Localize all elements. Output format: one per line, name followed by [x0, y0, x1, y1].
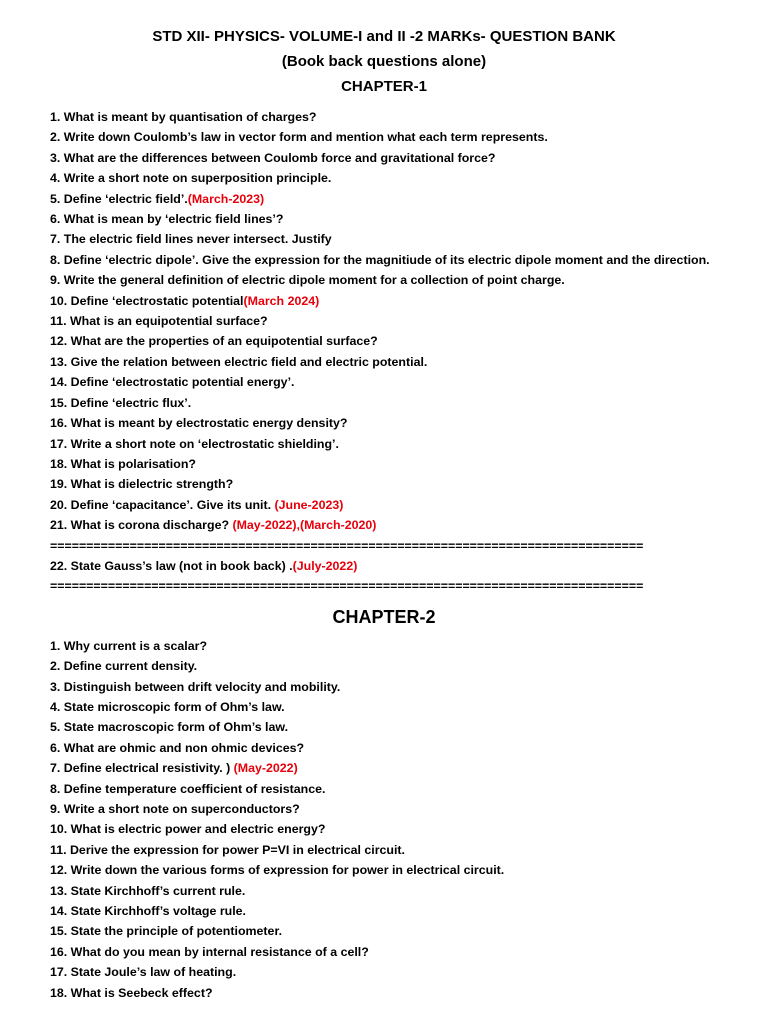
question-item [50, 860, 718, 880]
question-text: 10. Define ‘electrostatic potential [50, 293, 244, 308]
question-item [50, 127, 718, 147]
question-text: 7. The electric field lines never intersect. Justify [50, 232, 332, 247]
question-text: 1. What is meant by quantisation of charges? [50, 110, 317, 124]
question-text: 20. Define ‘capacitance’. Give its unit. [50, 497, 275, 512]
question-item [50, 495, 718, 515]
question-text: 22. State Gauss’s law (not in book back) . [50, 558, 293, 573]
question-text: 3. Distinguish between drift velocity and mobility. [50, 679, 341, 694]
question-text: 8. Define temperature coefficient of resistance. [50, 781, 326, 796]
exam-date: (March 2024) [243, 293, 320, 308]
question-text: 15. Define ‘electric flux’. [50, 395, 192, 410]
question-text: 6. What is mean by ‘electric field lines’? [50, 212, 284, 227]
question-item [50, 556, 718, 576]
chapter-1-heading: CHAPTER-1 [341, 78, 427, 95]
question-item [50, 656, 718, 676]
question-text: 14. Define ‘electrostatic potential energy’. [50, 375, 295, 390]
question-item [50, 148, 718, 168]
question-item [50, 229, 718, 249]
question-item [50, 983, 718, 1003]
question-item [50, 962, 718, 982]
exam-date: (March-2023) [187, 191, 265, 206]
question-text: 1. Why current is a scalar? [50, 638, 208, 653]
question-text: 18. What is polarisation? [50, 456, 196, 471]
question-text: 5. Define ‘electric field’. [50, 191, 188, 206]
question-item [50, 819, 718, 839]
question-text: 19. What is dielectric strength? [50, 477, 234, 492]
question-item [50, 352, 718, 372]
question-item [50, 636, 718, 656]
question-text: 6. What are ohmic and non ohmic devices? [50, 740, 305, 755]
question-text: 16. What is meant by electrostatic energy density? [50, 416, 348, 431]
question-item [50, 189, 718, 209]
question-text: 13. Give the relation between electric field and electric potential. [50, 354, 428, 369]
question-text: 3. What are the differences between Coulomb force and gravitational force? [50, 150, 496, 165]
question-text: 18. What is Seebeck effect? [50, 985, 213, 1000]
question-item [50, 291, 718, 311]
question-text: 2. Write down Coulomb’s law in vector form and mention what each term represents. [50, 130, 548, 145]
question-text: 4. Write a short note on superposition principle. [50, 171, 332, 186]
exam-date: (May-2022) [233, 761, 298, 776]
question-text: 17. Write a short note on ‘electrostatic shielding’. [50, 436, 339, 451]
question-item [50, 515, 718, 535]
question-item [50, 331, 718, 351]
question-item [50, 942, 718, 962]
question-text: 12. What are the properties of an equipotential surface? [50, 334, 378, 349]
chapter-2-question-list [50, 636, 718, 1003]
separator-line: ================================================================================== [50, 579, 644, 594]
question-item [50, 738, 718, 758]
chapter-1-question-list [50, 107, 718, 536]
separator-line: ================================================================================== [50, 538, 644, 553]
question-item [50, 901, 718, 921]
question-item [50, 250, 718, 270]
question-text: 10. What is electric power and electric energy? [50, 822, 326, 837]
question-text: 8. Define ‘electric dipole’. Give the expression for the magnitiude of its electric dipole moment and the direction. [50, 252, 710, 267]
question-item [50, 881, 718, 901]
question-text: 14. State Kirchhoff’s voltage rule. [50, 904, 246, 919]
question-text: 5. State macroscopic form of Ohm’s law. [50, 720, 289, 735]
question-text: 11. What is an equipotential surface? [50, 314, 268, 329]
question-item [50, 393, 718, 413]
question-item [50, 209, 718, 229]
question-item [50, 779, 718, 799]
question-item [50, 758, 718, 778]
question-text: 21. What is corona discharge? [50, 518, 233, 533]
question-text: 16. What do you mean by internal resistance of a cell? [50, 944, 369, 959]
question-text: 2. Define current density. [50, 659, 198, 674]
question-item [50, 799, 718, 819]
question-text: 15. State the principle of potentiometer. [50, 924, 283, 939]
question-text: 9. Write the general definition of electric dipole moment for a collection of point charge. [50, 273, 565, 288]
question-text: 9. Write a short note on superconductors? [50, 802, 300, 816]
document-subtitle: (Book back questions alone) [281, 53, 487, 70]
exam-date: (June-2023) [274, 497, 344, 512]
question-text: 4. State microscopic form of Ohm’s law. [50, 699, 285, 714]
document-title: STD XII- PHYSICS- VOLUME-I and II -2 MARKs- QUESTION BANK [152, 28, 616, 45]
question-item [50, 168, 718, 188]
question-item [50, 413, 718, 433]
question-item [50, 311, 718, 331]
question-item [50, 717, 718, 737]
question-item [50, 474, 718, 494]
extra-question-list [50, 556, 718, 576]
question-item [50, 270, 718, 290]
exam-date: (May-2022),(March-2020) [232, 518, 377, 533]
question-text: 7. Define electrical resistivity. ) [50, 761, 234, 776]
question-item [50, 372, 718, 392]
question-item [50, 697, 718, 717]
question-item [50, 677, 718, 697]
question-text: 11. Derive the expression for power P=VI in electrical circuit. [50, 842, 406, 857]
question-text: 12. Write down the various forms of expression for power in electrical circuit. [50, 863, 505, 878]
exam-date: (July-2022) [292, 558, 358, 573]
question-text: 13. State Kirchhoff’s current rule. [50, 883, 246, 898]
chapter-2-heading: CHAPTER-2 [332, 606, 436, 627]
question-item [50, 921, 718, 941]
question-item [50, 107, 718, 127]
question-item [50, 434, 718, 454]
question-text: 17. State Joule’s law of heating. [50, 965, 237, 980]
question-item [50, 840, 718, 860]
question-item [50, 454, 718, 474]
